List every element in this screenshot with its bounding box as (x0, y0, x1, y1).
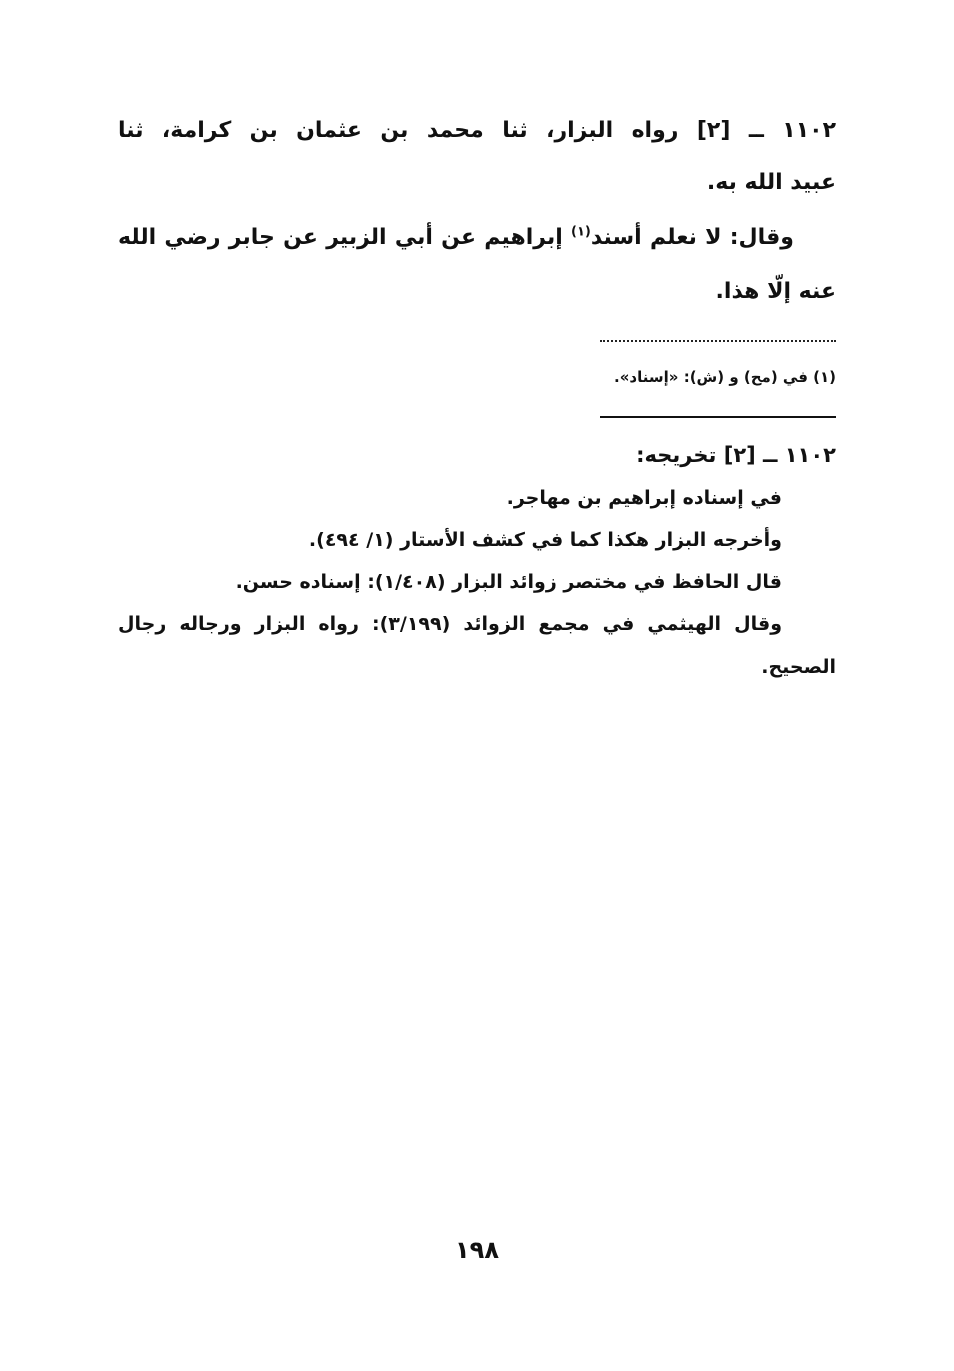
page-number: ١٩٨ (455, 1236, 499, 1264)
section-divider-rule (600, 416, 836, 418)
takhrij-line-3: قال الحافظ في مختصر زوائد البزار (١/٤٠٨): إسناده حسن. (235, 571, 782, 593)
takhrij-heading: ١١٠٢ ــ [٢] تخريجه: (636, 443, 836, 467)
takhrij-line-1: في إسناده إبراهيم بن مهاجر. (506, 487, 782, 509)
hadith-line-3 (118, 225, 794, 250)
hadith-line-2: عبيد الله به. (706, 170, 836, 195)
hadith-line-4: عنه إلّا هذا. (715, 279, 836, 304)
hadith-line-3-start: وقال: لا نعلم أسند (590, 225, 794, 250)
hadith-line-3-end: إبراهيم عن أبي الزبير عن جابر رضي الله (118, 225, 571, 250)
takhrij-line-2: وأخرجه البزار هكذا كما في كشف الأستار (١/ ٤٩٤). (308, 529, 782, 551)
hadith-line-1: ١١٠٢ ــ [٢] رواه البزار، ثنا محمد بن عثمان بن كرامة، ثنا (118, 118, 836, 143)
footnote-separator-dots (600, 340, 836, 346)
footnote-reference: (١) (571, 224, 591, 240)
footnote-text: (١) في (مح) و (ش): «إسناد». (614, 368, 836, 386)
takhrij-line-4: وقال الهيثمي في مجمع الزوائد (٣/١٩٩): رواه البزار ورجاله رجال (118, 613, 783, 635)
takhrij-line-5: الصحيح. (761, 656, 836, 678)
